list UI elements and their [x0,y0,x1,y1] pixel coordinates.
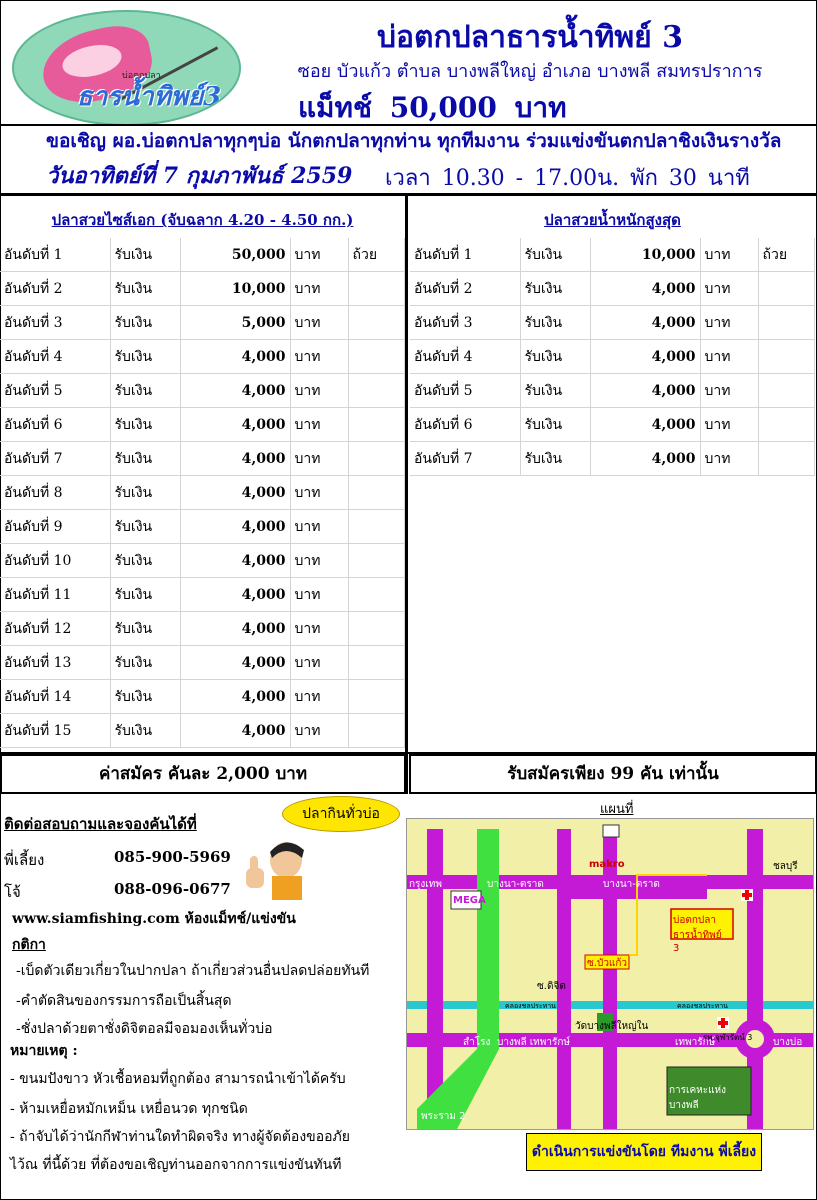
amount-cell: 4,000 [180,646,290,680]
label-cell: รับเงิน [110,476,180,510]
map-label-makro: makro [589,859,625,870]
extra-cell [348,612,404,646]
unit-cell: บาท [700,340,758,374]
extra-cell [758,442,814,476]
extra-cell [348,442,404,476]
contact-phone-1[interactable]: 085-900-5969 [114,848,231,866]
rules-heading: กติกา [12,937,46,953]
label-cell: รับเงิน [520,408,590,442]
label-cell: รับเงิน [110,408,180,442]
label-cell: รับเงิน [110,646,180,680]
label-cell: รับเงิน [520,340,590,374]
amount-cell: 4,000 [590,272,700,306]
prize-row [0,442,404,476]
unit-cell: บาท [290,612,348,646]
rule-item: -คำตัดสินของกรรมการถือเป็นสิ้นสุด [16,993,232,1009]
map-label-rama2: พระราม 2 [421,1111,466,1122]
prize-row [0,374,404,408]
contact-name-2: โจ้ [4,883,21,901]
extra-cell [348,306,404,340]
extra-cell [348,544,404,578]
rank-cell: อันดับที่ 9 [0,510,110,544]
unit-cell: บาท [700,306,758,340]
unit-cell: บาท [290,714,348,748]
rule-item: -ชั่งปลาด้วยตาชั่งดิจิตอลมีจอมองเห็นทั่วบ่อ [16,1021,273,1037]
entry-fee: ค่าสมัคร คันละ 2,000 บาท [0,754,406,794]
rank-cell: อันดับที่ 8 [0,476,110,510]
map-label-canal-2: คลองชลประทาน [677,1002,728,1010]
prize-row [0,272,404,306]
label-cell: รับเงิน [110,714,180,748]
amount-cell: 10,000 [180,272,290,306]
label-cell: รับเงิน [110,612,180,646]
extra-cell: ถ้วย [758,238,814,272]
entry-quota: รับสมัครเพียง 99 คัน เท่านั้น [409,754,817,794]
prize-row [410,306,814,340]
thumbs-up-man-icon [242,838,316,900]
amount-cell: 4,000 [590,442,700,476]
website-link[interactable]: www.siamfishing.com ห้องแม็ทช์/แข่งขัน [12,911,296,927]
rank-cell: อันดับที่ 12 [0,612,110,646]
label-cell: รับเงิน [520,306,590,340]
rank-cell: อันดับที่ 15 [0,714,110,748]
note-item: - ห้ามเหยื่อหมักเหม็น เหยื่อนวด ทุกชนิด [10,1101,248,1117]
organizer-banner: ดำเนินการแข่งขันโดย ทีมงาน พี่เลี้ยง [526,1133,762,1171]
rank-cell: อันดับที่ 4 [410,340,520,374]
prize-row [0,340,404,374]
label-cell: รับเงิน [110,340,180,374]
label-cell: รับเงิน [520,374,590,408]
map-label-bangna-trad: บางนา-ตราด [487,879,544,890]
amount-cell: 4,000 [180,476,290,510]
rank-cell: อันดับที่ 13 [0,646,110,680]
amount-cell: 4,000 [180,374,290,408]
extra-cell [758,340,814,374]
amount-cell: 4,000 [180,442,290,476]
label-cell: รับเงิน [110,272,180,306]
column-divider [405,196,408,794]
label-cell: รับเงิน [110,306,180,340]
extra-cell [348,476,404,510]
extra-cell [348,408,404,442]
map-label-hospital: รพ.จุฬารัตน์ 3 [703,1033,753,1042]
extra-cell [348,510,404,544]
label-cell: รับเงิน [110,374,180,408]
event-time: เวลา 10.30 - 17.00น. พัก 30 นาที [385,166,750,191]
label-cell: รับเงิน [520,442,590,476]
address: ซอย บัวแก้ว ตำบล บางพลีใหญ่ อำเภอ บางพลี สมทรปราการ [297,61,763,82]
match-prize: แม็ทช์ 50,000 บาท [298,91,567,124]
map-label-bangbo: บางบ่อ [773,1037,803,1048]
map-label-canal: คลองชลประทาน [505,1002,556,1010]
prize-row [0,408,404,442]
page-title: บ่อตกปลาธารน้ำทิพย์ 3 [376,20,684,55]
map-label-mega: MEGA [453,895,486,906]
unit-cell: บาท [290,476,348,510]
rank-cell: อันดับที่ 11 [0,578,110,612]
unit-cell: บาท [700,272,758,306]
rank-cell: อันดับที่ 10 [0,544,110,578]
contact-phone-2[interactable]: 088-096-0677 [114,880,231,898]
rank-cell: อันดับที่ 5 [410,374,520,408]
prize-row [0,306,404,340]
contact-heading: ติดต่อสอบถามและจองคันได้ที่ [4,815,197,833]
notes-heading: หมายเหตุ : [10,1043,78,1059]
extra-cell [758,408,814,442]
amount-cell: 4,000 [180,612,290,646]
left-prize-table [0,238,405,748]
contact-name-1: พี่เลี้ยง [4,851,45,869]
prize-row [0,646,404,680]
rank-cell: อันดับที่ 2 [410,272,520,306]
unit-cell: บาท [700,442,758,476]
event-date: วันอาทิตย์ที่ 7 กุมภาพันธ์ 2559 [46,163,353,189]
label-cell: รับเงิน [110,510,180,544]
map-label-bangkok: กรุงเทพ [409,879,442,890]
unit-cell: บาท [290,374,348,408]
unit-cell: บาท [290,578,348,612]
rank-cell: อันดับที่ 7 [0,442,110,476]
extra-cell [348,578,404,612]
rank-cell: อันดับที่ 3 [410,306,520,340]
amount-cell: 4,000 [590,374,700,408]
amount-cell: 4,000 [590,408,700,442]
rank-cell: อันดับที่ 1 [0,238,110,272]
map-label-samrong: สำโรง [463,1037,491,1048]
speech-bubble: ปลากินทั่วบ่อ [282,796,400,832]
amount-cell: 10,000 [590,238,700,272]
unit-cell: บาท [700,374,758,408]
label-cell: รับเงิน [110,578,180,612]
amount-cell: 4,000 [590,340,700,374]
prize-row [0,510,404,544]
amount-cell: 4,000 [180,510,290,544]
note-item: - ขนมปังขาว หัวเชื้อหอมที่ถูกต้อง สามารถนำเข้าได้ครับ [10,1071,346,1087]
pond-logo [12,10,241,126]
unit-cell: บาท [290,646,348,680]
label-cell: รับเงิน [110,442,180,476]
prize-row [0,476,404,510]
prize-row [410,272,814,306]
extra-cell [758,306,814,340]
rank-cell: อันดับที่ 14 [0,680,110,714]
right-table-heading: ปลาสวยน้ำหนักสูงสุด [544,211,681,229]
logo-brand-text: ธารน้ำทิพย์3 [76,82,222,112]
extra-cell [348,340,404,374]
rank-cell: อันดับที่ 2 [0,272,110,306]
logo-small-text: บ่อตกปลา [122,71,161,81]
extra-cell: ถ้วย [348,238,404,272]
amount-cell: 4,000 [180,544,290,578]
unit-cell: บาท [290,306,348,340]
unit-cell: บาท [290,680,348,714]
map-heading: แผนที่ [600,802,634,817]
unit-cell: บาท [700,408,758,442]
rank-cell: อันดับที่ 3 [0,306,110,340]
label-cell: รับเงิน [520,272,590,306]
left-table-heading: ปลาสวยไซส์เอก (จับฉลาก 4.20 - 4.50 กก.) [51,211,354,229]
prize-row [410,374,814,408]
map-label-soi-buakaew: ซ.บัวแก้ว [587,958,628,969]
invitation-text: ขอเชิญ ผอ.บ่อตกปลาทุกๆบ่อ นักตกปลาทุกท่าน ทุกทีมงาน ร่วมแข่งขันตกปลาชิงเงินรางวัล [46,130,782,152]
unit-cell: บาท [290,238,348,272]
prize-row [0,612,404,646]
label-cell: รับเงิน [110,544,180,578]
amount-cell: 4,000 [180,680,290,714]
prize-row [410,442,814,476]
amount-cell: 50,000 [180,238,290,272]
extra-cell [348,714,404,748]
rank-cell: อันดับที่ 4 [0,340,110,374]
prize-row [0,578,404,612]
amount-cell: 5,000 [180,306,290,340]
amount-cell: 4,000 [180,714,290,748]
extra-cell [348,374,404,408]
map-label-pond: บ่อตกปลา ธารน้ำทิพย์ 3 [673,915,722,954]
map-label-bangphli-market: การเคหะแห่งบางพลี [669,1085,727,1111]
amount-cell: 4,000 [180,340,290,374]
rule-item: -เบ็ดตัวเดียวเกี่ยวในปากปลา ถ้าเกี่ยวส่วนอื่นปลดปล่อยทันที [16,963,370,979]
prize-row [410,408,814,442]
unit-cell: บาท [290,510,348,544]
prize-row [0,714,404,748]
unit-cell: บาท [290,408,348,442]
unit-cell: บาท [290,442,348,476]
map-label-soi-dicit: ซ.ดิจิต [537,981,566,992]
divider [0,193,817,196]
map-label-chonburi: ชลบุรี [773,861,798,872]
extra-cell [348,646,404,680]
amount-cell: 4,000 [180,578,290,612]
rank-cell: อันดับที่ 7 [410,442,520,476]
right-prize-table [410,238,815,476]
note-item: - ถ้าจับได้ว่านักกีฬาท่านใดทำผิดจริง ทางผู้จัดต้องขออภัย [10,1129,350,1145]
unit-cell: บาท [700,238,758,272]
rank-cell: อันดับที่ 5 [0,374,110,408]
extra-cell [348,272,404,306]
unit-cell: บาท [290,340,348,374]
prize-row [0,680,404,714]
map-label-bangphli-thepharak: บางพลี เทพารักษ์ [497,1037,570,1048]
unit-cell: บาท [290,272,348,306]
prize-row [410,340,814,374]
prize-row [0,544,404,578]
label-cell: รับเงิน [110,680,180,714]
rank-cell: อันดับที่ 1 [410,238,520,272]
map-label-thepharak: เทพารักษ์ [675,1037,716,1048]
location-map [406,818,814,1130]
amount-cell: 4,000 [590,306,700,340]
unit-cell: บาท [290,544,348,578]
extra-cell [758,272,814,306]
rank-cell: อันดับที่ 6 [410,408,520,442]
map-label-wat: วัดบางพลีใหญ่ใน [575,1021,649,1032]
prize-row [410,238,814,272]
rank-cell: อันดับที่ 6 [0,408,110,442]
map-label-bangna-trad-2: บางนา-ตราด [603,879,660,890]
extra-cell [348,680,404,714]
extra-cell [758,374,814,408]
prize-row [0,238,404,272]
note-item: ไว้ณ ที่นี้ด้วย ที่ต้องขอเชิญท่านออกจากการแข่งขันทันที [10,1157,342,1173]
amount-cell: 4,000 [180,408,290,442]
label-cell: รับเงิน [110,238,180,272]
label-cell: รับเงิน [520,238,590,272]
